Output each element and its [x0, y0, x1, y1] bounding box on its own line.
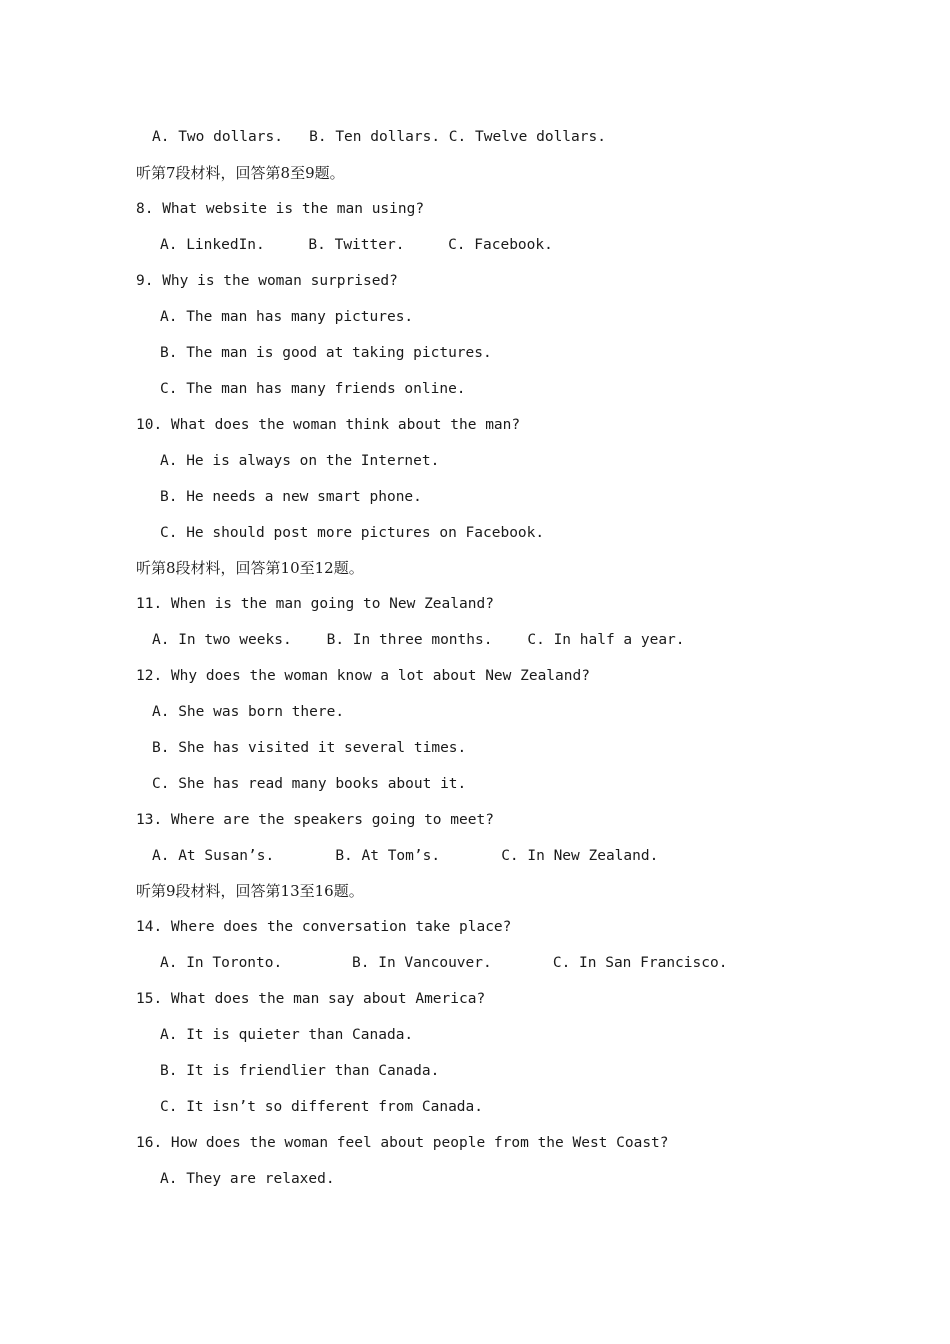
q8-options: A. LinkedIn. B. Twitter. C. Facebook. — [160, 237, 553, 253]
q12-question: 12. Why does the woman know a lot about New Zealand? — [136, 668, 590, 684]
q13-options: A. At Susan’s. B. At Tom’s. C. In New Zealand. — [152, 848, 659, 864]
q12-option-c: C. She has read many books about it. — [152, 776, 467, 792]
q10-option-b: B. He needs a new smart phone. — [160, 489, 422, 505]
q15-option-a: A. It is quieter than Canada. — [160, 1027, 414, 1043]
section-9-heading: 听第9段材料，回答第13至16题。 — [136, 882, 364, 900]
section-7-heading: 听第7段材料，回答第8至9题。 — [136, 164, 345, 182]
q14-question: 14. Where does the conversation take place? — [136, 919, 512, 935]
q11-options: A. In two weeks. B. In three months. C. In half a year. — [152, 632, 685, 648]
q9-question: 9. Why is the woman surprised? — [136, 273, 398, 289]
q9-option-c: C. The man has many friends online. — [160, 381, 466, 397]
q15-question: 15. What does the man say about America? — [136, 991, 486, 1007]
q11-question: 11. When is the man going to New Zealand? — [136, 596, 494, 612]
q9-option-b: B. The man is good at taking pictures. — [160, 345, 492, 361]
q16-option-a: A. They are relaxed. — [160, 1171, 335, 1187]
q15-option-b: B. It is friendlier than Canada. — [160, 1063, 440, 1079]
q9-option-a: A. The man has many pictures. — [160, 309, 414, 325]
q12-option-b: B. She has visited it several times. — [152, 740, 467, 756]
q13-question: 13. Where are the speakers going to meet? — [136, 812, 494, 828]
q15-option-c: C. It isn’t so different from Canada. — [160, 1099, 484, 1115]
q8-question: 8. What website is the man using? — [136, 201, 425, 217]
q14-options: A. In Toronto. B. In Vancouver. C. In San Francisco. — [160, 955, 728, 971]
q10-option-c: C. He should post more pictures on Facebook. — [160, 525, 545, 541]
q10-question: 10. What does the woman think about the man? — [136, 417, 521, 433]
q12-option-a: A. She was born there. — [152, 704, 345, 720]
q16-question: 16. How does the woman feel about people from the West Coast? — [136, 1135, 669, 1151]
q10-option-a: A. He is always on the Internet. — [160, 453, 440, 469]
section-8-heading: 听第8段材料，回答第10至12题。 — [136, 559, 364, 577]
q7-options: A. Two dollars. B. Ten dollars. C. Twelve dollars. — [152, 129, 606, 145]
